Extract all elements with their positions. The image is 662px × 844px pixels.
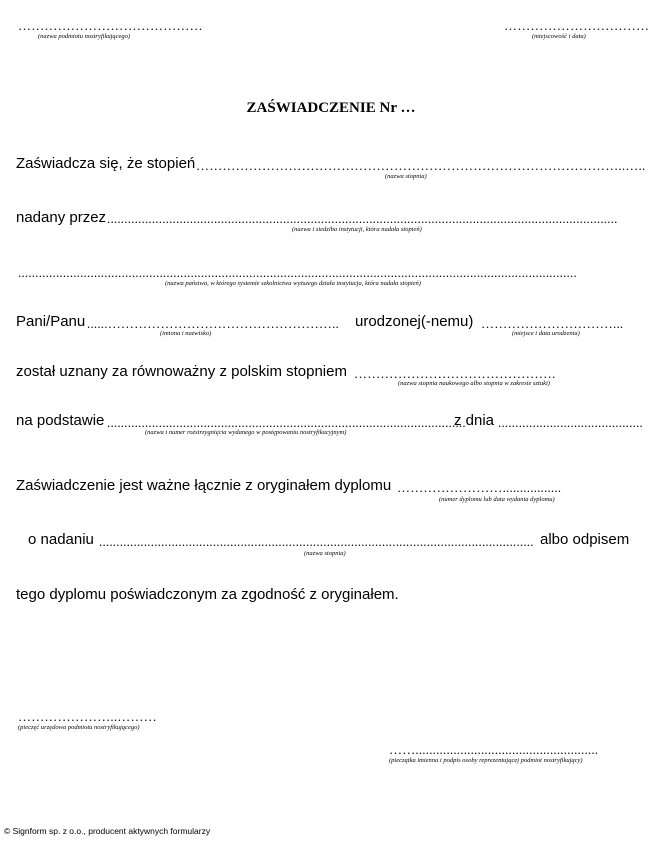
place-date-caption: (miejscowość i data) — [532, 33, 586, 40]
basis-dots[interactable]: ........................................................................................................ — [107, 415, 466, 430]
granted-label: nadany przez — [16, 209, 107, 226]
born-dots[interactable]: …………………………... — [481, 316, 624, 331]
degree-caption: (nazwa stopnia) — [385, 173, 427, 180]
granted-dots[interactable]: .................................................................................................................................................... — [107, 211, 618, 226]
award-dots[interactable]: .............................................................................................................................. — [99, 534, 534, 549]
degree-label: Zaświadcza się, że stopień — [16, 155, 196, 172]
valid-caption: (numer dyplomu lub data wydania dyplomu) — [439, 496, 555, 503]
degree-dots[interactable]: ……………………………………………………………………………………..….. — [196, 158, 646, 173]
date-label: z dnia — [454, 412, 495, 429]
issuer-dots[interactable]: …………………………………… — [18, 18, 203, 33]
copy-label: albo odpisem — [540, 531, 630, 548]
born-caption: (miejsce i data urodzenia) — [512, 330, 580, 337]
seal-dots[interactable]: …………………..……… — [18, 709, 157, 724]
basis-label: na podstawie — [16, 412, 105, 429]
person-caption: (imiona i nazwisko) — [160, 330, 212, 337]
granted-caption: (nazwa i siedziba instytucji, która nadała stopień) — [292, 226, 422, 233]
country-dots[interactable]: .................................................................................................................................................................. — [18, 265, 577, 280]
final-line: tego dyplomu poświadczonym za zgodność z oryginałem. — [16, 586, 399, 603]
signature-caption: (pieczątka imienna i podpis osoby reprezentującej podmiot nostryfikujący) — [389, 757, 583, 764]
award-caption: (nazwa stopnia) — [304, 550, 346, 557]
recognized-caption: (nazwa stopnia naukowego albo stopnia w zakresie sztuki) — [398, 380, 550, 387]
valid-dots[interactable]: ……………………................. — [397, 480, 562, 495]
award-label: o nadaniu — [28, 531, 94, 548]
valid-label: Zaświadczenie jest ważne łącznie z oryginałem dyplomu — [16, 477, 392, 494]
signature-dots[interactable]: ……..................................................... — [389, 742, 599, 757]
recognized-label: został uznany za równoważny z polskim stopniem — [16, 363, 347, 380]
place-date-dots[interactable]: …………………………… — [504, 18, 650, 33]
basis-caption: (nazwa i numer rozstrzygnięcia wydanego w postępowaniu nostryfikacyjnym) — [145, 429, 347, 436]
person-label: Pani/Panu — [16, 313, 86, 330]
footer-copyright: © Signform sp. z o.o., producent aktywnych formularzy — [4, 826, 211, 836]
seal-caption: (pieczęć urzędowa podmiotu nostryfikującego) — [18, 724, 140, 731]
recognized-dots[interactable]: ………………………………………. — [354, 366, 556, 381]
person-dots[interactable]: ......…………………………………………….. — [87, 316, 339, 331]
document-title: ZAŚWIADCZENIE Nr … — [246, 100, 416, 116]
country-caption: (nazwa państwa, w którego systemie szkolnictwa wyższego działa instytucja, która nadała stopień) — [165, 280, 421, 287]
issuer-caption: (nazwa podmiotu nostryfikującego) — [38, 33, 131, 40]
born-label: urodzonej(-nemu) — [355, 313, 474, 330]
date-dots[interactable]: .......................................... — [498, 415, 643, 430]
